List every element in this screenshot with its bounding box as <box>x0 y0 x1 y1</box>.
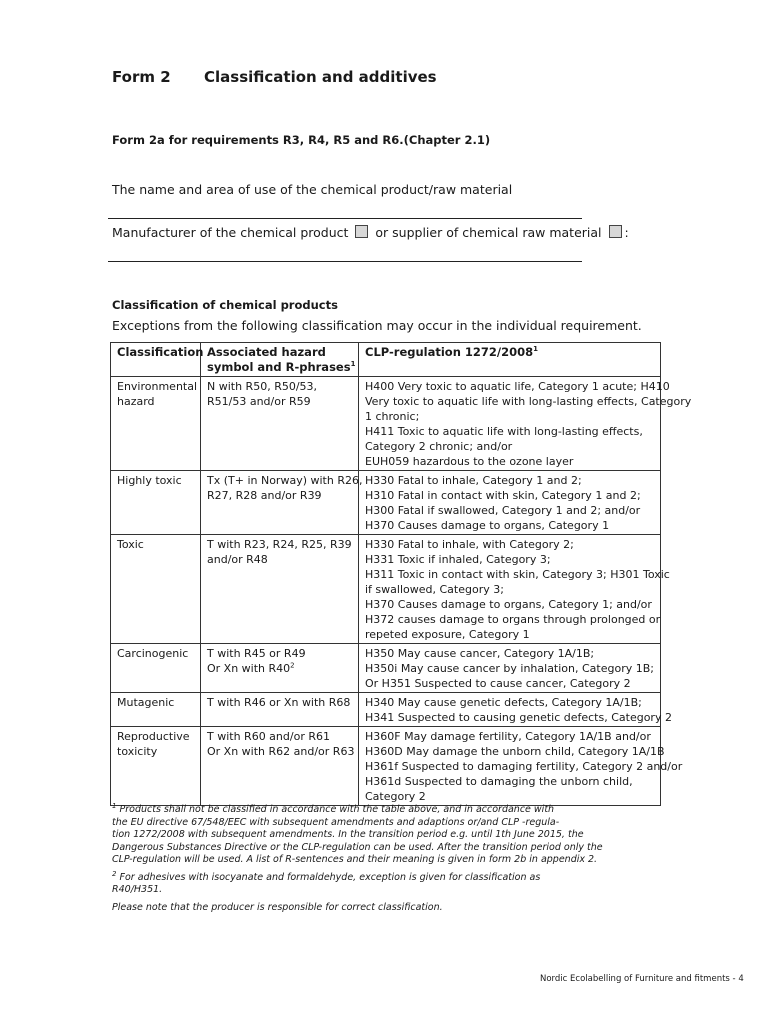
supplier-label: or supplier of chemical raw material <box>375 225 602 240</box>
cell-clp: H330 Fatal to inhale, with Category 2; H331 Toxic if inhaled, Category 3; H311 Toxic in contact with skin, Category 3; H301 Toxic if swallowed, Category 3; H370 Causes damage to organs, Category 1; and/or H372 causes damage to organs through prolonged or repeted exposure, Category 1 <box>359 535 661 644</box>
table-row <box>111 644 661 693</box>
form-number: Form 2 <box>112 68 171 86</box>
manufacturer-field-line[interactable] <box>108 261 582 262</box>
footnote-line: the EU directive 67/548/EEC with subsequent amendments and adaptions or/and CLP -regula- <box>112 816 560 828</box>
classification-heading: Classification of chemical products <box>112 298 338 312</box>
table-row <box>111 377 661 471</box>
cell-classification: Reproductive toxicity <box>111 727 201 806</box>
producer-note: Please note that the producer is responsible for correct classification. <box>112 901 443 913</box>
cell-hazard: T with R23, R24, R25, R39 and/or R48 <box>201 535 359 644</box>
cell-hazard: T with R45 or R49 Or Xn with $R40^2$ <box>201 644 359 693</box>
cell-clp: H350 May cause cancer, Category 1A/1B; H350i May cause cancer by inhalation, Category 1B; Or H351 Suspected to cause cancer, Category 2 <box>359 644 661 693</box>
column-header-clp: CLP-regulation 1272/2008$^1$ <box>359 343 661 377</box>
footnote-ref: 1 <box>533 345 538 354</box>
table-row <box>111 693 661 727</box>
cell-classification: Environmental hazard <box>111 377 201 471</box>
footnote-line: CLP-regulation will be used. A list of R-sentences and their meaning is given in form 2b in appendix 2. <box>112 854 598 865</box>
cell-classification: Carcinogenic <box>111 644 201 693</box>
cell-clp: H340 May cause genetic defects, Category 1A/1B; H341 Suspected to causing genetic defects, Category 2 <box>359 693 661 727</box>
footnote-line: tion 1272/2008 with subsequent amendments. In the transition period e.g. until 1th June 2015, the <box>112 829 584 840</box>
footnotes <box>112 801 603 919</box>
classification-table <box>110 342 692 806</box>
footnote-line: Dangerous Substances Directive or the CLP-regulation can be used. After the transition period only the <box>112 841 603 853</box>
table-header-row <box>111 343 661 377</box>
page-title <box>112 68 437 86</box>
form-title: Classification and additives <box>204 68 437 86</box>
colon-text: : <box>624 225 629 240</box>
manufacturer-label: Manufacturer of the chemical product <box>112 225 349 240</box>
footnote-1: $^1$ Products shall not be classified in accordance with the table above, and in accordance with the EU directive 67/548/EEC with subsequent amendments and adaptions or/and CLP -regula- tion 1272/2008 with subsequent amendments. In the transition period e.g. until 1th June 2015, the Dangerous Substances Directive or the CLP-regulation can be used. After the transition period only the CLP-regulation will be used. A list of R-sentences and their meaning is given in form 2b in appendix 2. <box>112 801 603 865</box>
form2a-heading: Form 2a for requirements R3, R4, R5 and R6.(Chapter 2.1) <box>112 133 491 147</box>
page-footer: Nordic Ecolabelling of Furniture and fitments - 4 <box>540 974 744 984</box>
cell-clp: H330 Fatal to inhale, Category 1 and 2; H310 Fatal in contact with skin, Category 1 and 2; H300 Fatal if swallowed, Category 1 and 2; and/or H370 Causes damage to organs, Category 1 <box>359 471 661 535</box>
cell-hazard: T with R46 or Xn with R68 <box>201 693 359 727</box>
table-row <box>111 535 661 644</box>
cell-clp: H360F May damage fertility, Category 1A/1B and/or H360D May damage the unborn child, Category 1A/1B H361f Suspected to damaging fertility, Category 2 and/or H361d Suspected to damaging the unborn child, Category 2 <box>359 727 661 806</box>
product-name-label: The name and area of use of the chemical product/raw material <box>112 182 513 197</box>
manufacturer-checkbox[interactable] <box>355 225 368 238</box>
footnote-line: Products shall not be classified in accordance with the table above, and in accordance with <box>119 804 555 815</box>
manufacturer-supplier-row <box>112 225 629 240</box>
column-header-classification: Classification <box>111 343 201 377</box>
classification-intro: Exceptions from the following classification may occur in the individual requirement. <box>112 318 642 333</box>
cell-hazard: N with R50, R50/53, R51/53 and/or R59 <box>201 377 359 471</box>
cell-classification: Highly toxic <box>111 471 201 535</box>
table-row <box>111 727 661 806</box>
column-header-hazard: Associated hazard symbol and R-phrases$^1$ <box>201 343 359 377</box>
cell-classification: Toxic <box>111 535 201 644</box>
cell-hazard: T with R60 and/or R61 Or Xn with R62 and/or R63 <box>201 727 359 806</box>
footnote-ref: 1 <box>350 360 356 369</box>
cell-classification: Mutagenic <box>111 693 201 727</box>
footnote-2: $^2$ For adhesives with isocyanate and formaldehyde, exception is given for classification as R40/H351. <box>112 869 541 895</box>
table-row <box>111 471 661 535</box>
product-name-field-line[interactable] <box>108 218 582 219</box>
supplier-checkbox[interactable] <box>609 225 622 238</box>
cell-clp: H400 Very toxic to aquatic life, Category 1 acute; H410 Very toxic to aquatic life with long-lasting effects, Category 1 chronic; H411 Toxic to aquatic life with long-lasting effects, Category 2 chronic; and/or EUH059 hazardous to the ozone layer <box>359 377 661 471</box>
cell-hazard: Tx (T+ in Norway) with R26, R27, R28 and/or R39 <box>201 471 359 535</box>
